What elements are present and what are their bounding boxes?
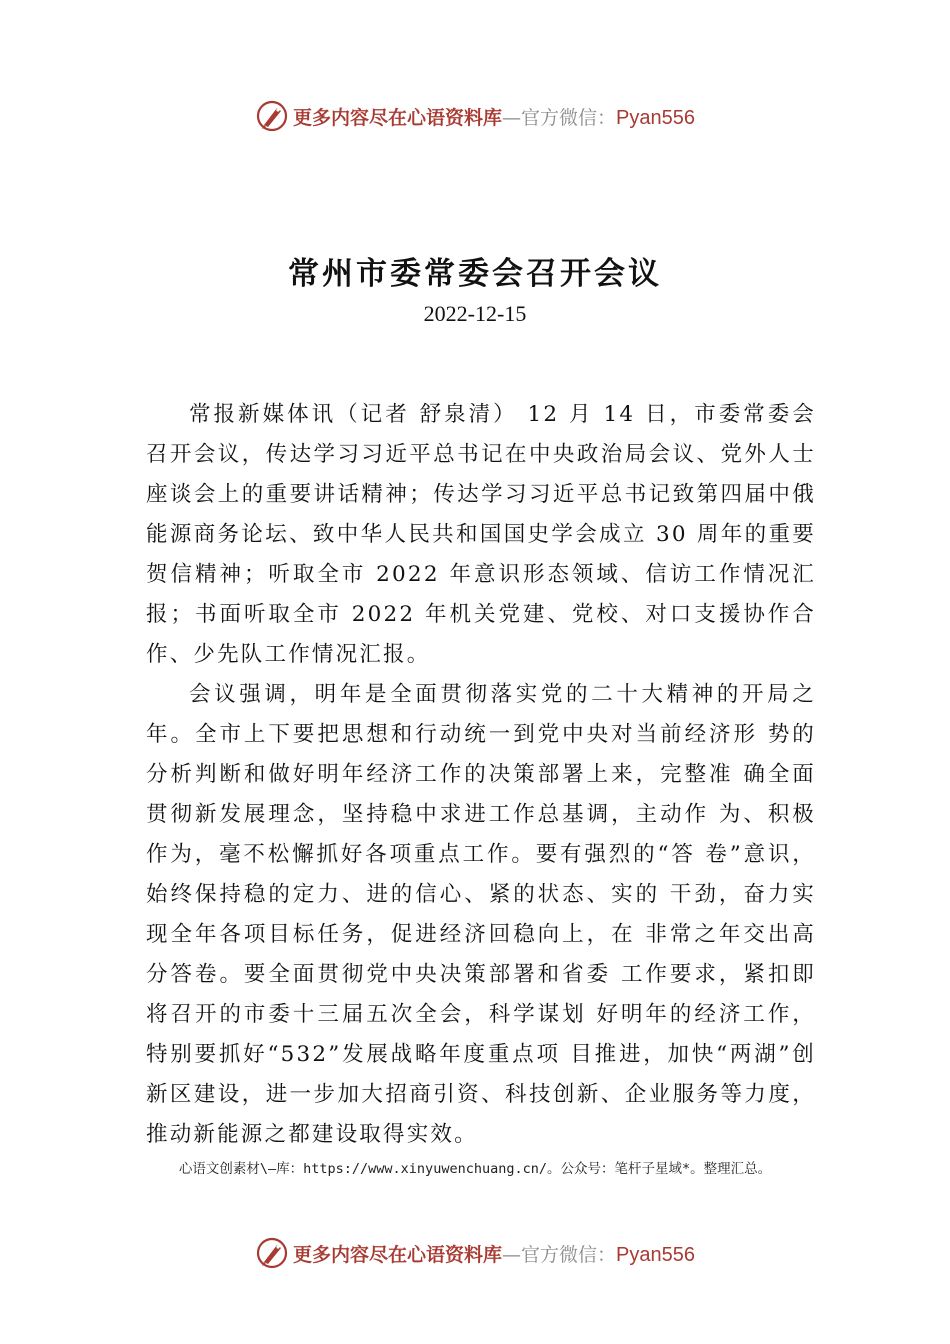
- banner-separator: —: [502, 1243, 522, 1266]
- banner-wechat-label: 官方微信：: [521, 1243, 617, 1266]
- article-body: [146, 395, 816, 1155]
- header-banner: [0, 96, 950, 136]
- banner-main-text: 更多内容尽在心语资料库: [293, 106, 503, 129]
- pen-nib-logo-icon: [255, 99, 289, 133]
- source-footnote: 心语文创素材\—库：https://www.xinyuwenchuang.cn/。公众号：笔杆子星域*。整理汇总。: [178, 1161, 772, 1177]
- banner-text: [293, 103, 695, 130]
- banner-main-text: 更多内容尽在心语资料库: [293, 1243, 503, 1266]
- article-title: 常州市委常委会召开会议: [288, 256, 662, 292]
- banner-wechat-id: Pyan556: [616, 106, 695, 129]
- footer-banner: [0, 1233, 950, 1273]
- banner-wechat-id: Pyan556: [616, 1243, 695, 1266]
- article-date: 2022-12-15: [423, 301, 527, 326]
- paragraph-1: 常报新媒体讯（记者 舒泉清） 12 月 14 日，市委常委会召开会议，传达学习习近平总书记在中央政治局会议、党外人士座谈会上的重要讲话精神；传达学习习近平总书记致第四届中俄能源商务论坛、致中华人民共和国国史学会成立 30 周年的重要贺信精神；听取全市 2022 年意识形态领域、信访工作情况汇报；书面听取全市 2022 年机关党建、党校、对口支援协作合作、少先队工作情况汇报。: [146, 402, 816, 667]
- pen-nib-logo-icon: [255, 1236, 289, 1270]
- banner-wechat-label: 官方微信：: [521, 106, 617, 129]
- banner-text: [293, 1240, 695, 1267]
- paragraph-2: 会议强调，明年是全面贯彻落实党的二十大精神的开局之年。全市上下要把思想和行动统一到党中央对当前经济形 势的分析判断和做好明年经济工作的决策部署上来，完整准 确全面贯彻新发展理念，坚持稳中求进工作总基调，主动作 为、积极作为，毫不松懈抓好各项重点工作。要有强烈的“答 卷”意识，始终保持稳的定力、进的信心、紧的状态、实的 干劲，奋力实现全年各项目标任务，促进经济回稳向上，在 非常之年交出高分答卷。要全面贯彻党中央决策部署和省委 工作要求，紧扣即将召开的市委十三届五次全会，科学谋划 好明年的经济工作，特别要抓好“532”发展战略年度重点项 目推进，加快“两湖”创新区建设，进一步加大招商引资、科技创新、企业服务等力度，推动新能源之都建设取得实效。: [146, 682, 816, 1147]
- banner-separator: —: [502, 106, 522, 129]
